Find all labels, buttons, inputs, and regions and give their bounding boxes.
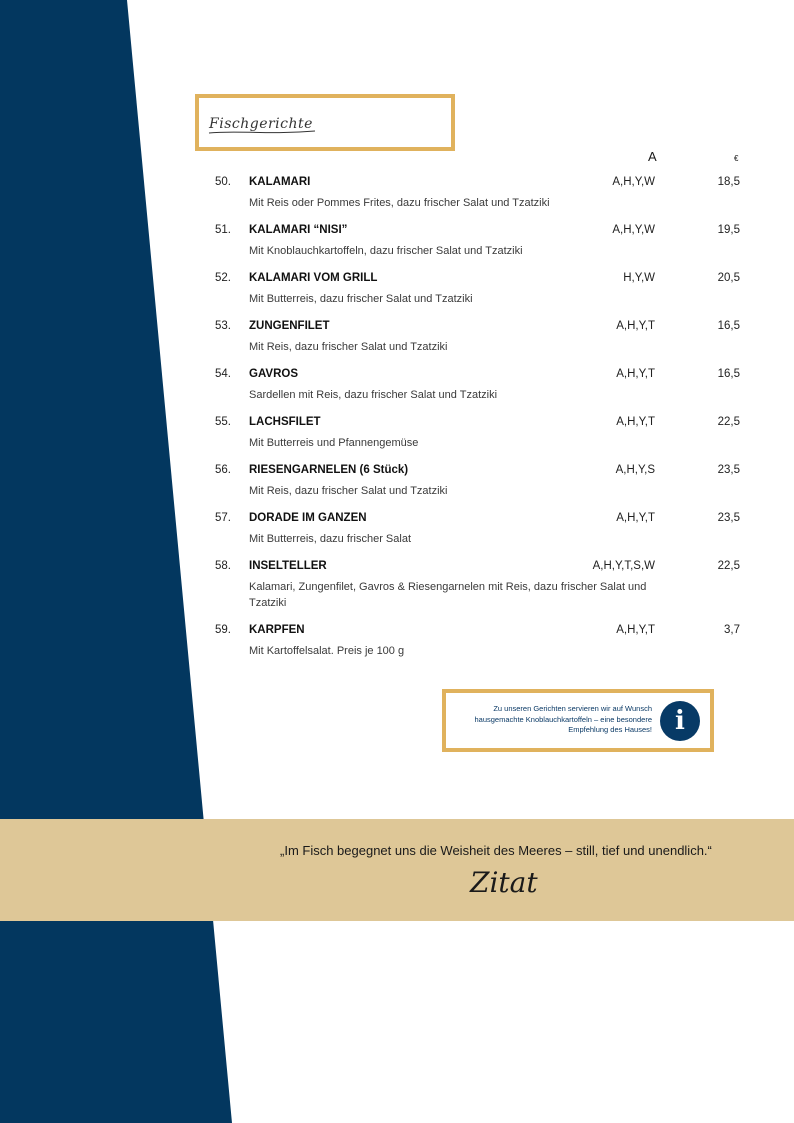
allergen-column-header: A (648, 149, 657, 164)
item-name: KALAMARI “NISI” (249, 224, 348, 236)
item-allergens: A,H,Y,T (616, 624, 655, 636)
item-allergens: A,H,Y,T,S,W (592, 560, 655, 572)
item-name: RIESENGARNELEN (6 Stück) (249, 464, 409, 476)
item-allergens: A,H,Y,S (615, 464, 655, 476)
item-allergens: A,H,Y,T (616, 320, 655, 332)
info-icon: i (660, 701, 700, 741)
quote-band (0, 819, 794, 921)
item-name: DORADE IM GANZEN (249, 512, 367, 524)
item-description: Mit Knoblauchkartoffeln, dazu frischer Salat und Tzatziki (249, 245, 523, 257)
item-number: 57. (215, 512, 231, 524)
item-name: KARPFEN (249, 624, 305, 636)
item-allergens: A,H,Y,W (612, 176, 655, 188)
item-description: Sardellen mit Reis, dazu frischer Salat und Tzatziki (249, 389, 498, 401)
item-name: ZUNGENFILET (249, 320, 330, 332)
item-name: LACHSFILET (249, 416, 321, 428)
item-price: 20,5 (717, 272, 740, 284)
item-number: 55. (215, 416, 231, 428)
item-allergens: A,H,Y,T (616, 512, 655, 524)
item-number: 53. (215, 320, 231, 332)
item-description: Mit Butterreis und Pfannengemüse (249, 437, 419, 449)
info-box (442, 689, 714, 752)
item-description: Mit Reis, dazu frischer Salat und Tzatziki (249, 341, 448, 353)
item-description: Mit Butterreis, dazu frischer Salat und Tzatziki (249, 293, 473, 305)
item-number: 59. (215, 624, 231, 636)
title-underline (207, 128, 317, 136)
item-price: 19,5 (717, 224, 740, 236)
item-price: 3,7 (724, 624, 740, 636)
item-description: Mit Reis oder Pommes Frites, dazu frischer Salat und Tzatziki (249, 197, 550, 209)
info-text: Zu unseren Gerichten servieren wir auf Wunsch hausgemachte Knoblauchkartoffeln – eine besondere Empfehlung des Hauses! (474, 704, 652, 734)
section-title: Fischgerichte (209, 116, 313, 132)
section-title-box (195, 94, 455, 151)
item-name: INSELTELLER (249, 560, 327, 572)
item-allergens: H,Y,W (623, 272, 655, 284)
item-description: Mit Reis, dazu frischer Salat und Tzatziki (249, 485, 448, 497)
item-number: 50. (215, 176, 231, 188)
quote-signature: Zitat (470, 866, 538, 899)
item-price: 23,5 (717, 512, 740, 524)
item-number: 56. (215, 464, 231, 476)
item-price: 22,5 (717, 416, 740, 428)
item-number: 54. (215, 368, 231, 380)
currency-column-header: € (734, 154, 739, 163)
item-price: 16,5 (717, 368, 740, 380)
item-number: 58. (215, 560, 231, 572)
item-description: Mit Kartoffelsalat. Preis je 100 g (249, 645, 405, 657)
item-number: 51. (215, 224, 231, 236)
quote-text: „Im Fisch begegnet uns die Weisheit des Meeres – still, tief und unendlich.“ (280, 843, 712, 858)
item-allergens: A,H,Y,W (612, 224, 655, 236)
item-name: GAVROS (249, 368, 298, 380)
item-price: 18,5 (717, 176, 740, 188)
item-price: 22,5 (717, 560, 740, 572)
item-price: 23,5 (717, 464, 740, 476)
item-allergens: A,H,Y,T (616, 416, 655, 428)
item-allergens: A,H,Y,T (616, 368, 655, 380)
item-description: Mit Butterreis, dazu frischer Salat (249, 533, 412, 545)
item-description: Kalamari, Zungenfilet, Gavros & Riesengarnelen mit Reis, dazu frischer Salat und Tzatziki (249, 581, 647, 609)
item-name: KALAMARI VOM GRILL (249, 272, 378, 284)
item-price: 16,5 (717, 320, 740, 332)
item-name: KALAMARI (249, 176, 311, 188)
item-number: 52. (215, 272, 231, 284)
